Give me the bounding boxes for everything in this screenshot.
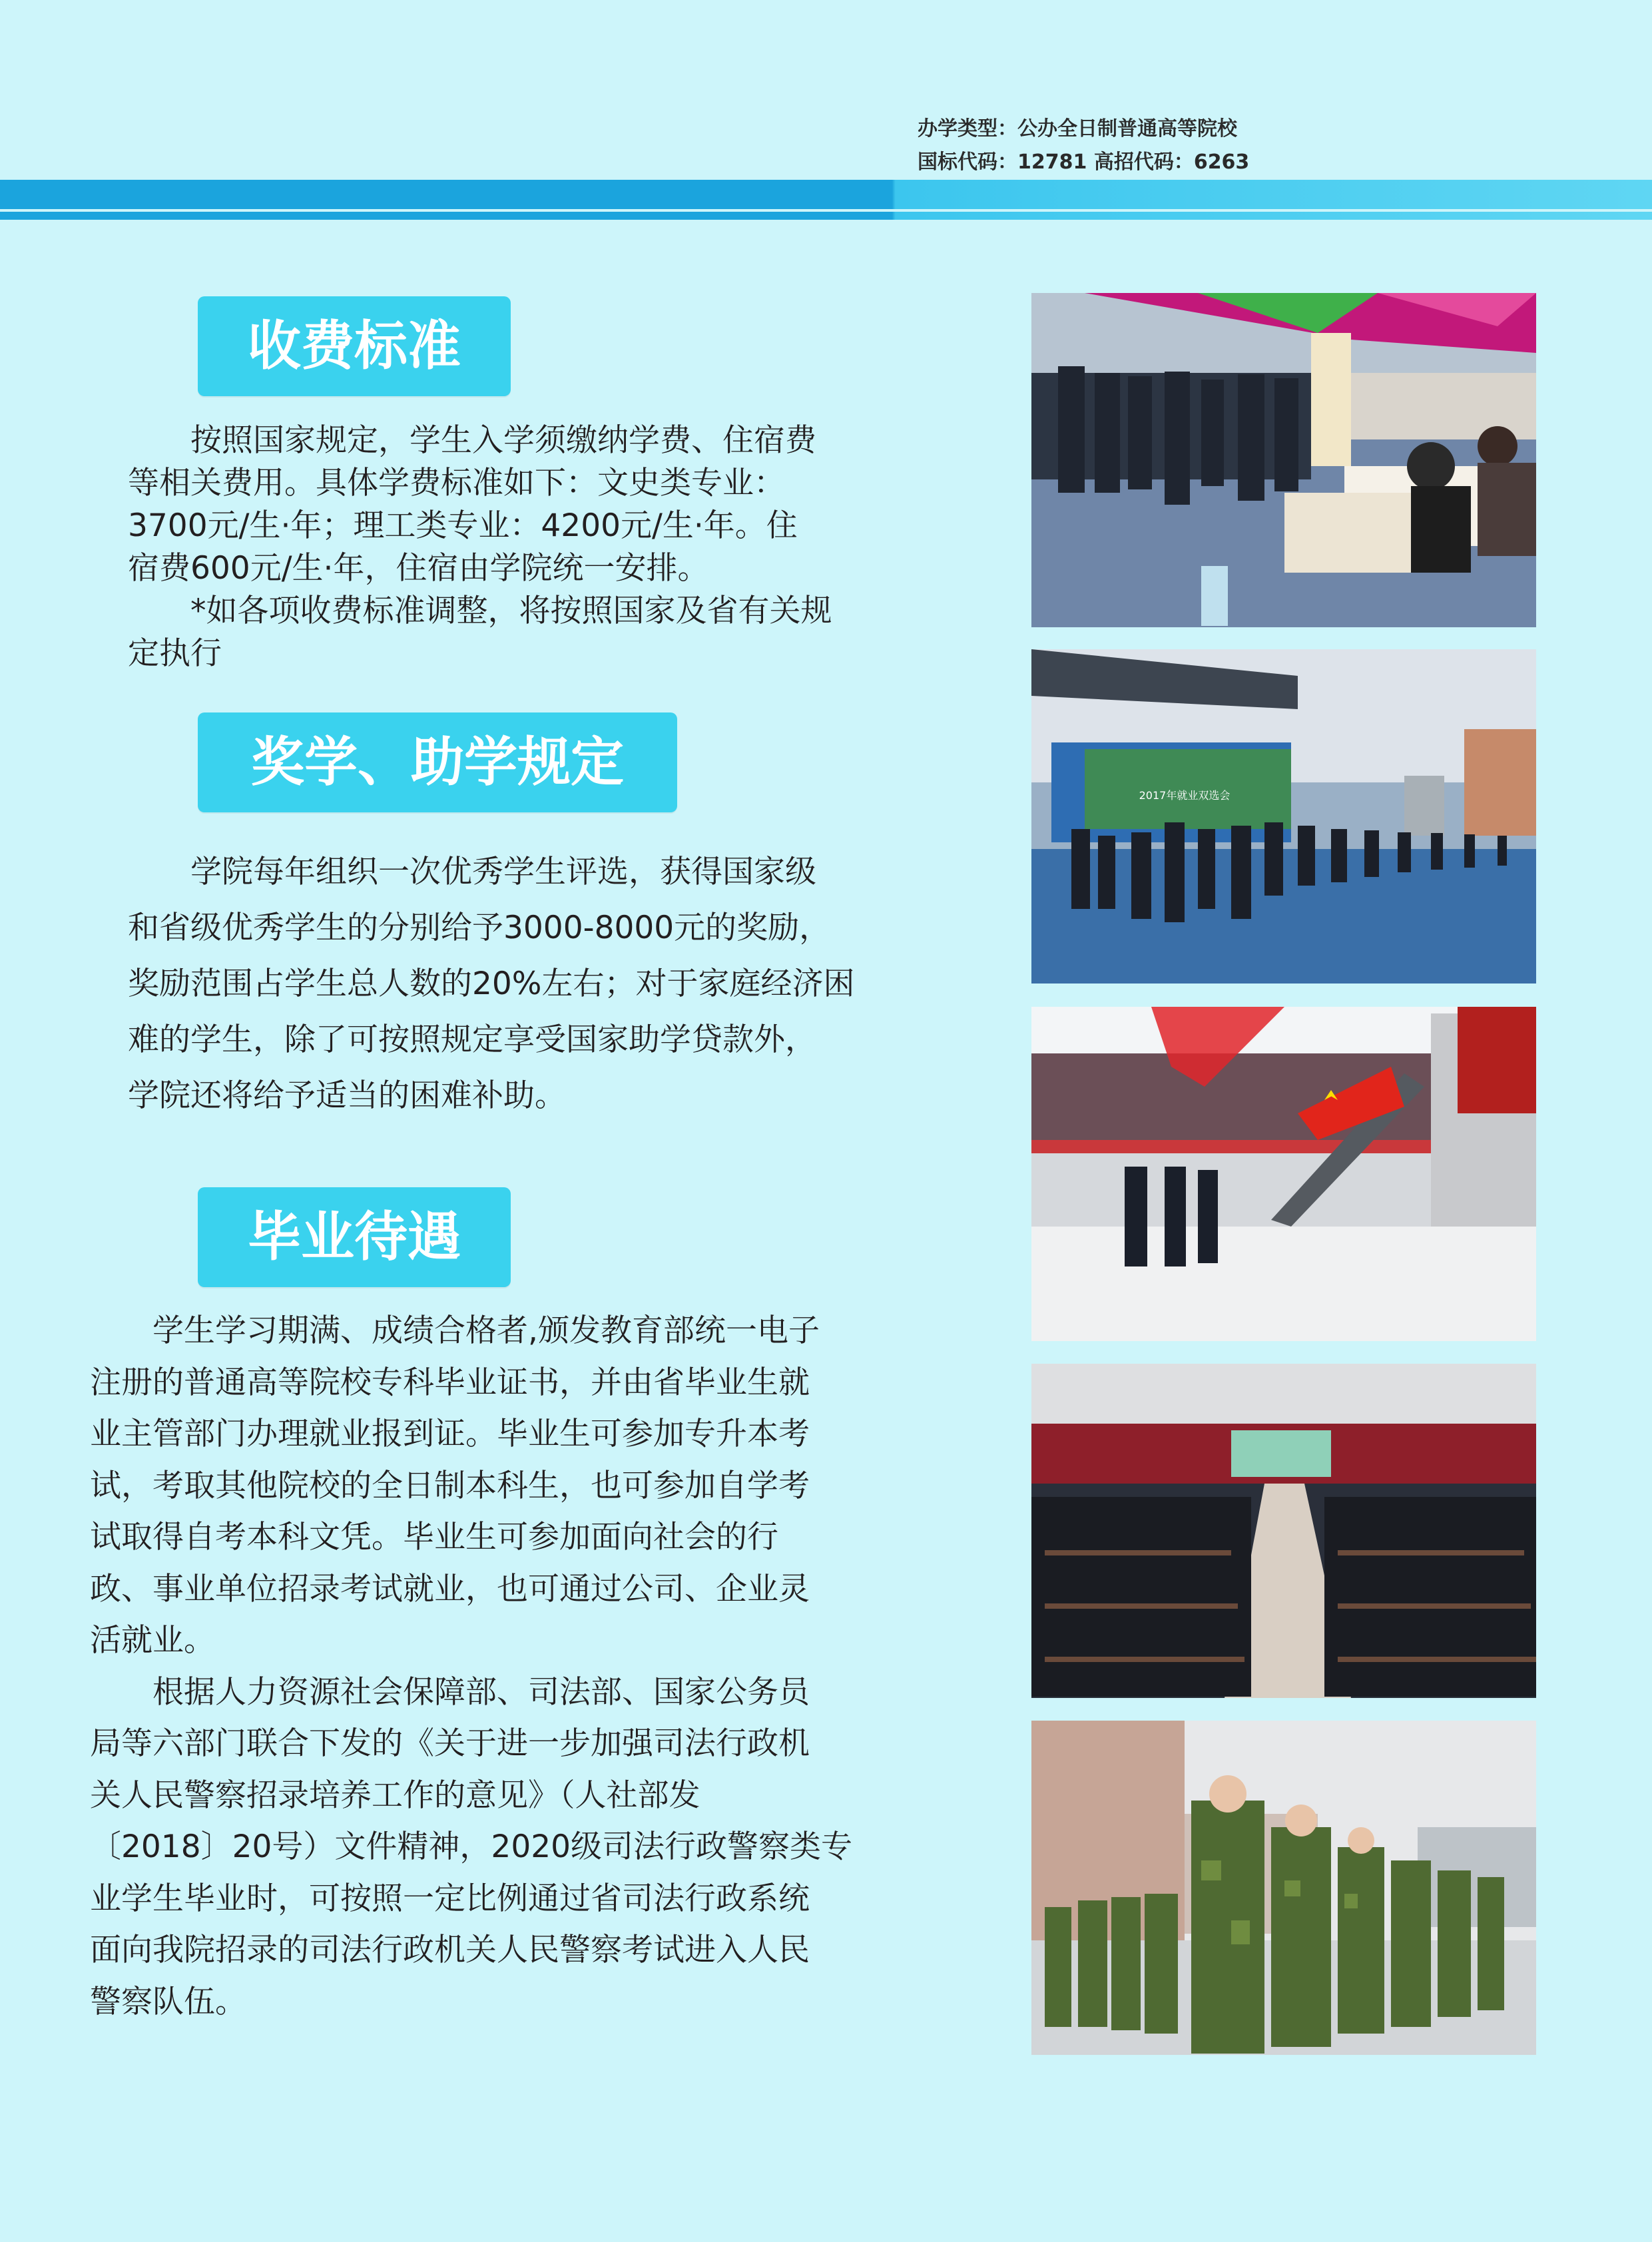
header-stripe (0, 180, 1652, 209)
scholarship-heading: 奖学、助学规定 (198, 712, 677, 812)
scholarship-paragraph: 学院每年组织一次优秀学生评选，获得国家级 和省级优秀学生的分别给予3000-8000元的奖励， 奖励范围占学生总人数的20%左右；对于家庭经济困 难的学生，除了可按照规定享受国家助学贷款外， 学院还将给予适当的困难补助。 (128, 854, 855, 1114)
graduation-heading: 毕业待遇 (198, 1187, 511, 1287)
photo-job-fair-tent (1031, 293, 1536, 627)
header-stripe-thin (0, 212, 1652, 220)
photo-military-drill (1031, 1721, 1536, 2055)
school-codes: 国标代码：12781 高招代码：6263 (918, 150, 1250, 174)
photo-flag-guard (1031, 1007, 1536, 1341)
fees-heading: 收费标准 (198, 296, 511, 396)
photo-job-fair-stadium (1031, 649, 1536, 983)
graduation-paragraph: 学生学习期满、成绩合格者,颁发教育部统一电子 注册的普通高等院校专科毕业证书，并由省毕业生就 业主管部门办理就业报到证。毕业生可参加专升本考 试，考取其他院校的全日制本科生，也可参加自学考 试取得自考本科文凭。毕业生可参加面向社会的行 政、事业单位招录考试就业，也可通过公司、企业灵 活就业。 根据人力资源社会保障部、司法部、国家公务员 局等六部门联合下发的《关于进一步加强司法行政机 关人民警察招录培养工作的意见》（人社部发 〔2018〕20号）文件精神，2020级司法行政警察类专 业学生毕业时，可按照一定比例通过省司法行政系统 面向我院招录的司法行政机关人民警察考试进入人民 警察队伍。 (90, 1312, 853, 2020)
school-type: 办学类型：公办全日制普通高等院校 (918, 117, 1237, 140)
photo-auditorium (1031, 1364, 1536, 1698)
photo-banner-text: 2017年就业双选会 (1139, 789, 1231, 802)
fees-paragraph: 按照国家规定，学生入学须缴纳学费、住宿费 等相关费用。具体学费标准如下：文史类专业： 3700元/生·年；理工类专业：4200元/生·年。住 宿费600元/生·年，住宿由学院统一安排。 *如各项收费标准调整，将按照国家及省有关规 定执行 (128, 422, 832, 672)
